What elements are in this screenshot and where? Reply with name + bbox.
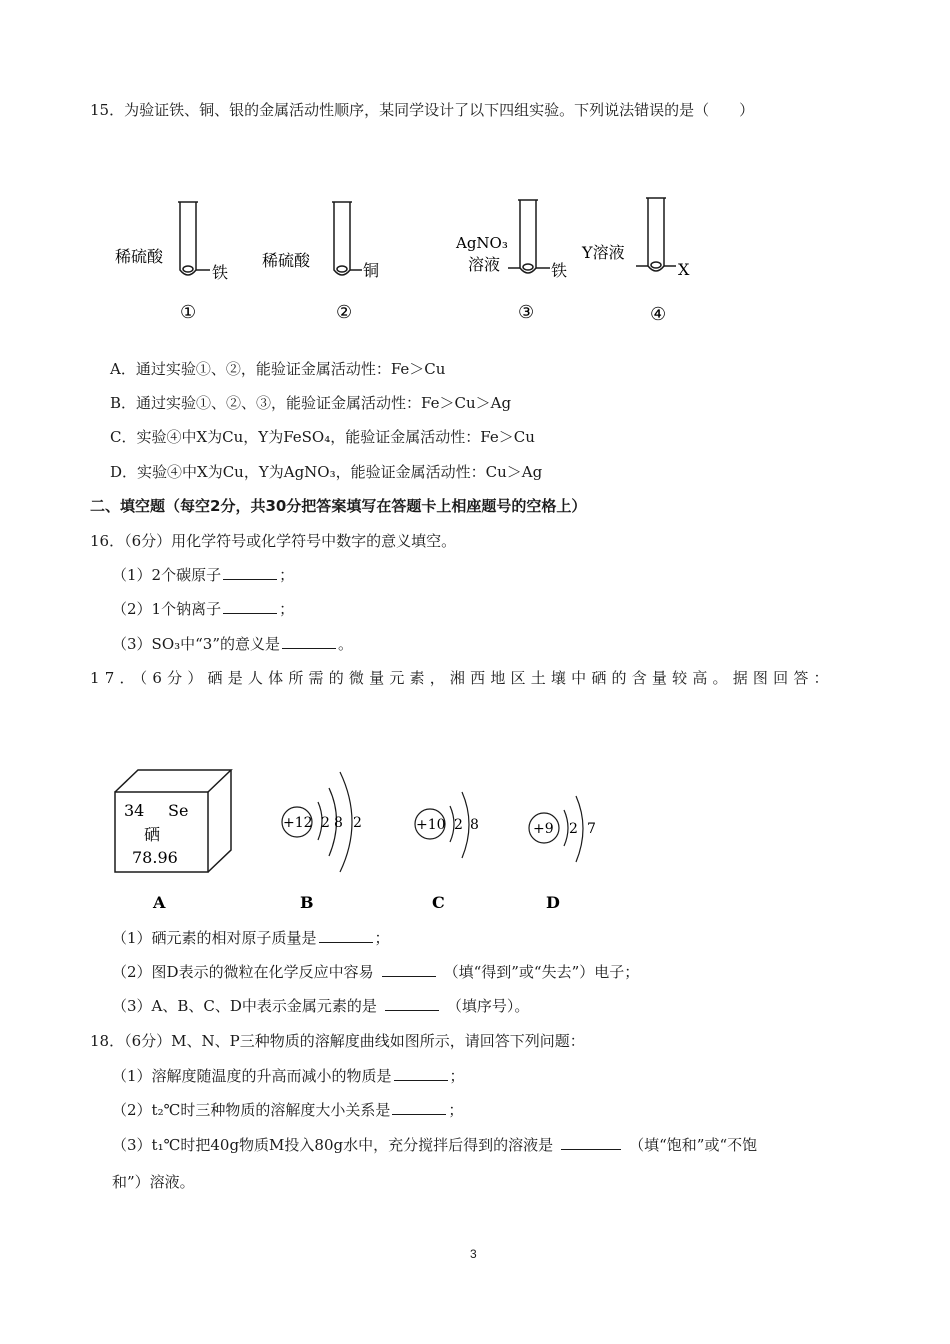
label-d: D [546, 893, 560, 912]
tube-1-label: 稀硫酸 [115, 247, 164, 266]
answer-blank[interactable] [392, 1100, 446, 1115]
tube-3-label-line2: 溶液 [468, 255, 501, 274]
label-c: C [432, 893, 445, 912]
tube-4-label: Y溶液 [582, 243, 625, 262]
tube-2-metal: 铜 [363, 261, 380, 280]
tube-1-number: ① [180, 302, 197, 323]
atom-c-shell-2: 8 [470, 817, 479, 833]
atom-d-nucleus: +9 [533, 821, 554, 837]
test-tube-2 [332, 202, 362, 275]
element-mass: 78.96 [132, 848, 178, 867]
label-b: B [300, 893, 314, 912]
atom-d-shell-2: 7 [587, 821, 596, 837]
label-a: A [153, 893, 166, 912]
element-symbol: Se [168, 801, 189, 820]
q18-item-3: （3）t₁℃时把40g物质M投入80g水中，充分搅拌后得到的溶液是 （填“饱和”或“不饱 [112, 1136, 758, 1154]
element-name: 硒 [144, 825, 161, 844]
q17-item-3: （3）A、B、C、D中表示金属元素的是 （填序号）。 [112, 997, 530, 1015]
q16-item-1: （1）2个碳原子 ； [112, 566, 295, 584]
tube-4-metal: X [678, 260, 690, 279]
question-18-stem: 18．（6分）M、N、P三种物质的溶解度曲线如图所示，请回答下列问题： [90, 1032, 585, 1050]
q16-item-2: （2）1个钠离子 ； [112, 600, 295, 618]
test-tube-1 [178, 202, 210, 275]
atom-c-nucleus: +10 [416, 817, 446, 833]
test-tube-3 [508, 200, 550, 273]
answer-blank[interactable] [385, 996, 439, 1011]
answer-blank[interactable] [561, 1135, 621, 1150]
answer-blank[interactable] [382, 962, 436, 977]
q18-item-3-continuation: 和”）溶液。 [112, 1173, 195, 1191]
q15-option-a: A．通过实验①、②，能验证金属活动性：Fe＞Cu [110, 360, 446, 378]
tube-2-label: 稀硫酸 [262, 251, 311, 270]
q18-item-1: （1）溶解度随温度的升高而减小的物质是 ； [112, 1067, 465, 1085]
test-tube-4 [636, 198, 676, 271]
answer-blank[interactable] [282, 634, 336, 649]
answer-blank[interactable] [394, 1066, 448, 1081]
element-number: 34 [124, 801, 145, 820]
q15-test-tube-figure [100, 190, 720, 330]
q17-item-1: （1）硒元素的相对原子质量是 ； [112, 929, 390, 947]
q17-item-2: （2）图D表示的微粒在化学反应中容易 （填“得到”或“失去”）电子； [112, 963, 640, 981]
answer-blank[interactable] [223, 599, 277, 614]
q15-option-b: B．通过实验①、②、③，能验证金属活动性：Fe＞Cu＞Ag [110, 394, 512, 412]
atom-b-nucleus: +12 [283, 815, 313, 831]
question-17-stem: 17．（6分）硒是人体所需的微量元素，湘西地区土壤中硒的含量较高。据图回答： [90, 669, 834, 687]
tube-4-number: ④ [650, 304, 667, 325]
tube-3-number: ③ [518, 302, 535, 323]
tube-2-number: ② [336, 302, 353, 323]
page-number: 3 [470, 1247, 477, 1261]
tube-3-label-line1: AgNO₃ [456, 234, 508, 252]
atom-b-shell-1: 2 [321, 815, 330, 831]
q16-item-3: （3）SO₃中“3”的意义是 。 [112, 635, 354, 653]
q15-option-d: D．实验④中X为Cu，Y为AgNO₃，能验证金属活动性：Cu＞Ag [110, 463, 543, 481]
section-2-title: 二、填空题（每空2分，共30分把答案填写在答题卡上相座题号的空格上） [90, 497, 587, 515]
atom-c-shell-1: 2 [454, 817, 463, 833]
question-16-stem: 16．（6分）用化学符号或化学符号中数字的意义填空。 [90, 532, 457, 550]
atom-b-shell-2: 8 [334, 815, 343, 831]
answer-blank[interactable] [223, 565, 277, 580]
q17-selenium-figure [100, 760, 620, 915]
answer-blank[interactable] [319, 928, 373, 943]
atom-b-shell-3: 2 [353, 815, 362, 831]
atom-d-shell-1: 2 [569, 821, 578, 837]
question-15-stem: 15．为验证铁、铜、银的金属活动性顺序，某同学设计了以下四组实验。下列说法错误的是（ ） [90, 101, 755, 119]
q15-option-c: C．实验④中X为Cu，Y为FeSO₄，能验证金属活动性：Fe＞Cu [110, 428, 535, 446]
tube-3-metal: 铁 [551, 261, 568, 280]
q18-item-2: （2）t₂℃时三种物质的溶解度大小关系是 ； [112, 1101, 464, 1119]
tube-1-metal: 铁 [212, 263, 229, 282]
